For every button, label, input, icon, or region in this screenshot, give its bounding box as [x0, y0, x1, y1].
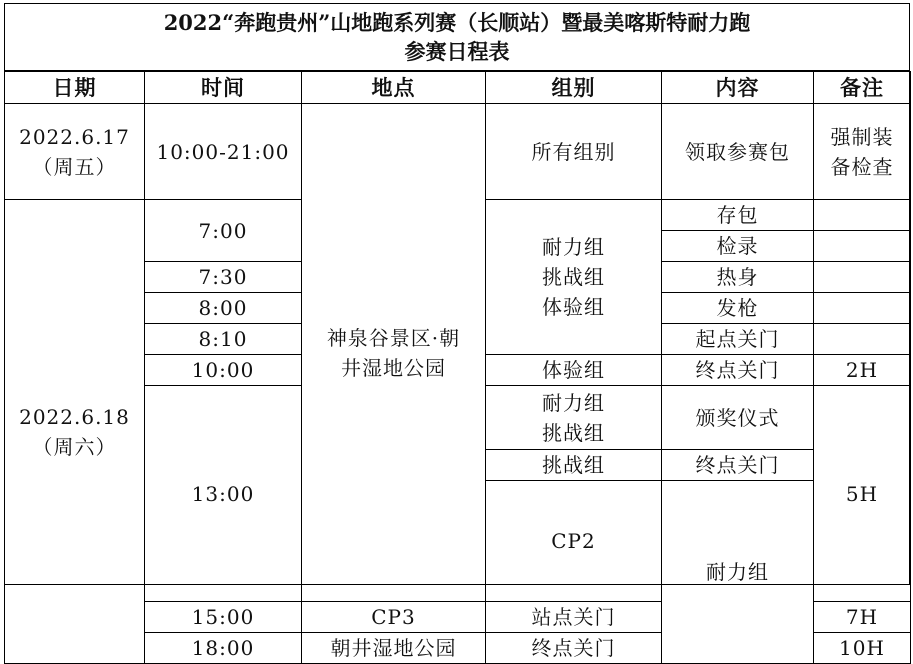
header-row	[5, 72, 911, 104]
time-cell: 15:00	[145, 602, 302, 633]
group-cell-award	[486, 386, 662, 450]
header-location: 地点	[302, 72, 486, 104]
time-cell: 13:00	[145, 386, 302, 602]
location-cell: CP3	[302, 602, 486, 633]
weekday-text: （周五）	[32, 154, 117, 179]
group-cell-main	[486, 200, 662, 355]
header-date: 日期	[5, 72, 145, 104]
note-cell: 10H	[814, 633, 911, 664]
content-cell: 站点关门	[486, 602, 662, 633]
group-cell: 挑战组	[486, 450, 662, 481]
note-cell	[814, 231, 911, 262]
title-line-2: 参赛日程表	[404, 39, 510, 64]
content-cell: 检录	[662, 231, 814, 262]
note-cell	[814, 293, 911, 324]
content-cell: 终点关门	[662, 450, 814, 481]
content-cell: 终点关门	[662, 355, 814, 386]
group-cell: 耐力组	[662, 481, 814, 664]
schedule-table	[4, 71, 911, 664]
location-cell-main	[302, 104, 486, 602]
group-text: 挑战组	[542, 265, 605, 289]
group-text: 体验组	[542, 295, 605, 319]
content-cell: 终点关门	[486, 633, 662, 664]
group-text: 耐力组	[542, 390, 605, 415]
note-cell: 2H	[814, 355, 911, 386]
time-cell: 8:10	[145, 324, 302, 355]
date-cell-day2	[5, 200, 145, 664]
group-cell: 所有组别	[486, 104, 662, 200]
weekday-text: （周六）	[32, 434, 117, 459]
content-cell: 起点关门	[662, 324, 814, 355]
time-cell: 7:00	[145, 200, 302, 262]
date-cell-day1	[5, 104, 145, 200]
note-cell	[814, 104, 911, 200]
note-line-2: 备检查	[830, 154, 894, 179]
content-cell: 领取参赛包	[662, 104, 814, 200]
table-row	[5, 104, 911, 200]
note-cell: 5H	[814, 386, 911, 602]
content-cell: 热身	[662, 262, 814, 293]
time-cell: 18:00	[145, 633, 302, 664]
header-note: 备注	[814, 72, 911, 104]
schedule-sheet	[4, 3, 910, 660]
content-cell: 存包	[662, 200, 814, 231]
time-cell: 10:00-21:00	[145, 104, 302, 200]
header-content: 内容	[662, 72, 814, 104]
time-cell: 10:00	[145, 355, 302, 386]
location-line-2: 井湿地公园	[341, 355, 446, 380]
group-cell: 体验组	[486, 355, 662, 386]
time-cell: 8:00	[145, 293, 302, 324]
date-text: 2022.6.17	[19, 124, 130, 149]
location-cell: 朝井湿地公园	[302, 633, 486, 664]
note-cell	[814, 324, 911, 355]
location-line-1: 神泉谷景区·朝	[326, 325, 461, 350]
header-group: 组别	[486, 72, 662, 104]
group-text: 耐力组	[542, 235, 605, 259]
note-line-1: 强制装	[830, 124, 894, 149]
page-title	[5, 4, 909, 71]
note-cell	[814, 200, 911, 231]
location-cell: CP2	[486, 481, 662, 602]
group-text: 挑战组	[542, 420, 605, 445]
note-cell: 7H	[814, 602, 911, 633]
title-line-1: 2022“奔跑贵州”山地跑系列赛（长顺站）暨最美喀斯特耐力跑	[163, 10, 751, 35]
date-text: 2022.6.18	[19, 404, 130, 429]
header-time: 时间	[145, 72, 302, 104]
content-cell: 颁奖仪式	[662, 386, 814, 450]
time-cell: 7:30	[145, 262, 302, 293]
content-cell: 发枪	[662, 293, 814, 324]
note-cell	[814, 262, 911, 293]
